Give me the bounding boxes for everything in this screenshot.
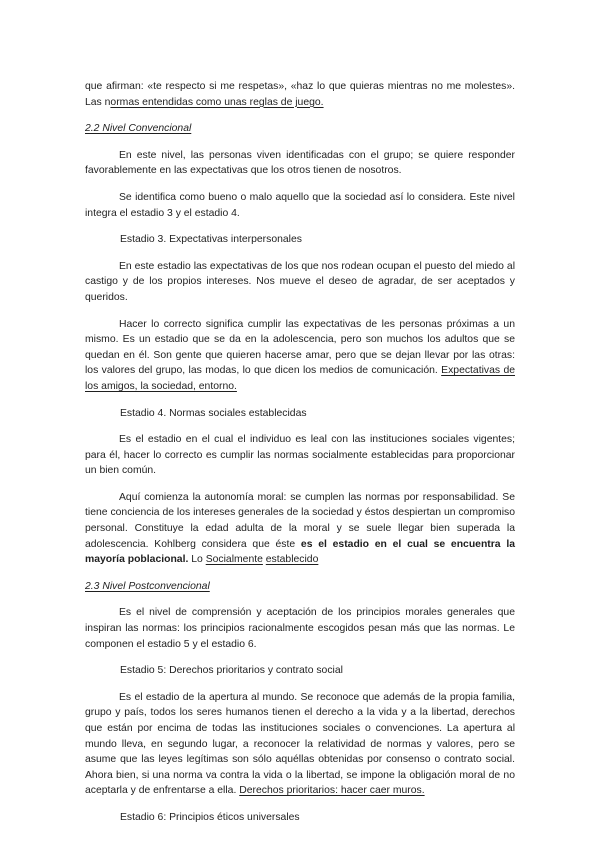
estadio-5-underlined-note: Derechos prioritarios: hacer caer muros.	[239, 785, 425, 797]
heading-nivel-postconvencional: 2.3 Nivel Postconvencional	[85, 580, 210, 592]
estadio-5-text: Es el estadio de la apertura al mundo. Se reconoce que además de la propia familia, grupo y país, todos los seres humanos tienen el derecho a la vida y a la libertad, derechos que están por encima de todas las instituciones sociales o convenciones. La apertura al mundo lleva, en segundo lugar, a reconocer la relatividad de normas y valores, pero se asume que las leyes legítimas son sólo aquéllas obtenidas por consenso o contrato social. Ahora bien, si una norma va contra la vida o la libertad, se impone la obligación moral de no aceptarla y de enfrentarse a ella.	[85, 691, 515, 797]
paragraph-estadio-4-a: Es el estadio en el cual el individuo es leal con las instituciones sociales vigentes; para él, hacer lo correcto es cumplir las normas socialmente establecidas para proporcionar un bien común.	[85, 434, 515, 477]
heading-estadio-5: Estadio 5: Derechos prioritarios y contrato social	[120, 665, 343, 677]
estadio-4-underlined-note-2: establecido	[265, 554, 319, 566]
heading-estadio-4: Estadio 4. Normas sociales establecidas	[120, 407, 307, 419]
estadio-4-underlined-note-1: Socialmente	[205, 554, 263, 566]
paragraph-estadio-3-a: En este estadio las expectativas de los que nos rodean ocupan el puesto del miedo al castigo y de los propios intereses. Nos mueve el deseo de agradar, de ser aceptados y queridos.	[85, 260, 515, 303]
paragraph-intro	[85, 79, 515, 110]
document-page	[85, 79, 515, 826]
heading-estadio-6: Estadio 6: Principios éticos universales	[120, 811, 300, 823]
paragraph-postconvencional: Es el nivel de comprensión y aceptación de los principios morales generales que inspiran las normas: los principios racionalmente escogidos pesan más que las normas. Le componen el estadio 5 y el estadio 6.	[85, 607, 515, 650]
estadio-4-bold-text: es el estadio en el cual se encuentra la mayoría poblacional.	[85, 538, 515, 566]
estadio-3-text: Hacer lo correcto significa cumplir las expectativas de les personas próximas a un mismo. Es un estadio que se da en la adolescencia, pero son muchos los adultos que se quedan en él. Son gente que quieren hacerse amar, pero que se dejan llevar por las otras: los valores del grupo, las modas, lo que dicen los medios de comunicación.	[85, 318, 515, 377]
paragraph-estadio-3-b	[85, 317, 515, 395]
estadio-4-text: Aquí comienza la autonomía moral: se cumplen las normas por responsabilidad. Se tiene conciencia de los intereses generales de la sociedad y éstos despiertan un compromiso personal. Constituye la edad adulta de la moral y se suele llegar bien superada la adolescencia. Kohlberg considera que éste	[85, 491, 515, 550]
heading-nivel-convencional: 2.2 Nivel Convencional	[85, 123, 192, 135]
paragraph-convencional-1: En este nivel, las personas viven identificadas con el grupo; se quiere responder favorablemente en las expectativas que los otros tienen de nosotros.	[85, 149, 515, 177]
paragraph-convencional-2: Se identifica como bueno o malo aquello que la sociedad así lo considera. Este nivel integra el estadio 3 y el estadio 4.	[85, 191, 515, 219]
estadio-4-connector: Lo	[188, 554, 206, 566]
intro-text: que afirman: «te respecto si me respetas», «haz lo que quieras mientras no me molestes». Las n	[85, 81, 515, 108]
heading-estadio-3: Estadio 3. Expectativas interpersonales	[120, 234, 302, 246]
intro-underlined-note: ormas entendidas como unas reglas de juego.	[110, 96, 324, 108]
paragraph-estadio-4-b	[85, 490, 515, 568]
paragraph-estadio-5	[85, 690, 515, 799]
estadio-3-underlined-note: Expectativas de los amigos, la sociedad, entorno.	[85, 365, 515, 392]
